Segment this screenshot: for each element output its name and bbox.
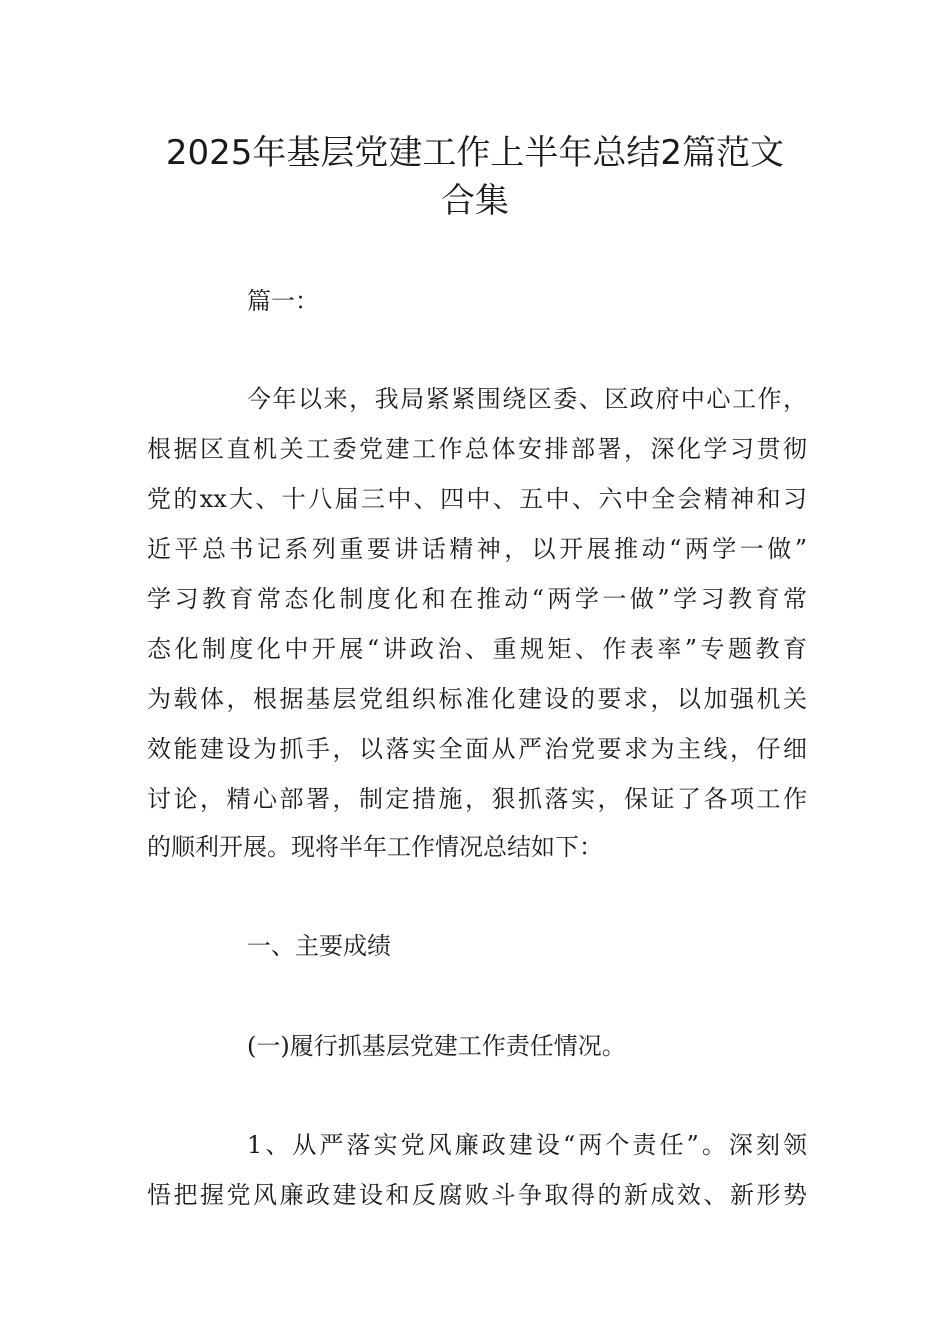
intro-line-7: 为载体，根据基层党组织标准化建设的要求，以加强机关 bbox=[147, 685, 807, 713]
intro-line-3: 党的xx大、十八届三中、四中、五中、六中全会精神和习 bbox=[147, 485, 807, 513]
point-line-2: 悟把握党风廉政建设和反腐败斗争取得的新成效、新形势 bbox=[147, 1181, 807, 1209]
intro-line-9: 讨论，精心部署，制定措施，狠抓落实，保证了各项工作 bbox=[147, 785, 807, 813]
intro-line-10: 的顺利开展。现将半年工作情况总结如下： bbox=[147, 833, 603, 861]
document-title-line-1: 2025年基层党建工作上半年总结2篇范文 bbox=[165, 133, 785, 173]
intro-line-6: 态化制度化中开展“讲政治、重规矩、作表率”专题教育 bbox=[147, 635, 807, 663]
heading-main-achievements: 一、主要成绩 bbox=[247, 932, 391, 960]
intro-line-4: 近平总书记系列重要讲话精神，以开展推动“两学一做” bbox=[147, 535, 807, 563]
section-label: 篇一： bbox=[247, 287, 319, 315]
intro-line-8: 效能建设为抓手，以落实全面从严治党要求为主线，仔细 bbox=[147, 735, 807, 763]
intro-line-5: 学习教育常态化制度化和在推动“两学一做”学习教育常 bbox=[147, 585, 807, 613]
intro-line-2: 根据区直机关工委党建工作总体安排部署，深化学习贯彻 bbox=[147, 435, 807, 463]
heading-subsection-1: (一)履行抓基层党建工作责任情况。 bbox=[247, 1032, 626, 1060]
document-title-line-2: 合集 bbox=[441, 181, 509, 221]
point-line-1: 1、从严落实党风廉政建设“两个责任”。深刻领 bbox=[247, 1131, 807, 1159]
intro-line-1: 今年以来，我局紧紧围绕区委、区政府中心工作， bbox=[247, 385, 807, 413]
